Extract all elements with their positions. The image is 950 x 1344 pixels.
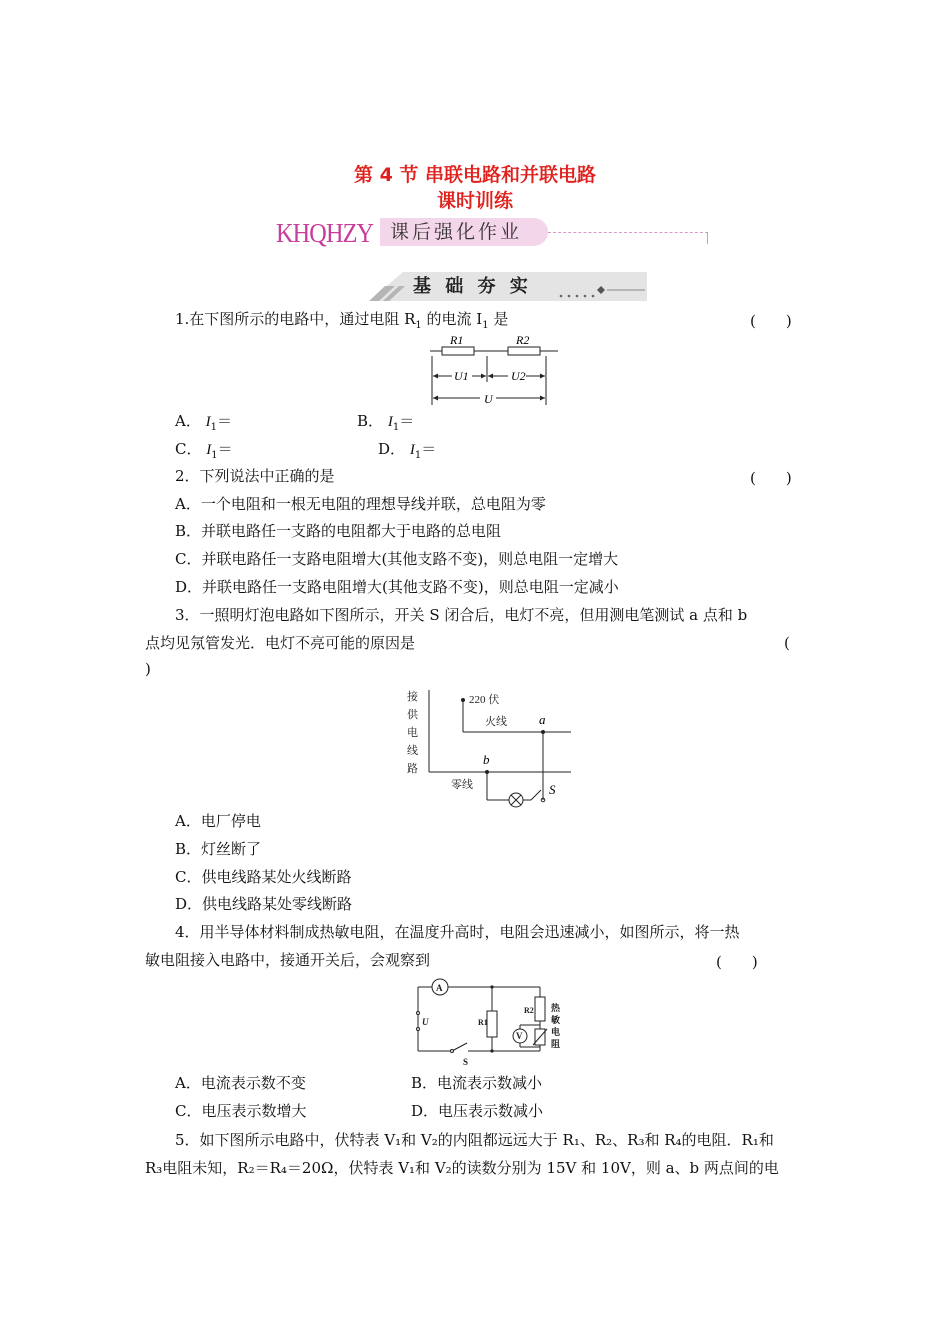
q4-option-c: C．电压表示数增大	[175, 1102, 307, 1120]
q1-option-b: B． $I_1=$	[357, 412, 415, 433]
q4-option-d: D．电压表示数减小	[411, 1102, 544, 1120]
q3-option-a: A．电厂停电	[175, 812, 261, 830]
banner-label: 课后强化作业	[390, 221, 523, 243]
q3-fig-side-2: 供	[407, 709, 418, 721]
q1-fig-u1: U1	[454, 369, 469, 383]
q3-stem-line2: 点均见氖管发光．电灯不亮可能的原因是	[145, 634, 416, 652]
q3-fig-neutral-wire: 零线	[451, 779, 473, 791]
q3-bracket-close: )	[145, 660, 151, 678]
q4-circuit-figure	[412, 975, 577, 1070]
q3-fig-point-a: a	[539, 712, 546, 727]
q4-fig-switch: S	[463, 1057, 469, 1067]
section-title: 基 础 夯 实	[413, 276, 532, 297]
q4-fig-voltmeter: V	[516, 1031, 523, 1041]
q1-option-d: D． $I_1=$	[378, 440, 437, 461]
banner-logo: KHQHZY	[276, 218, 374, 248]
q3-fig-side-1: 接	[407, 691, 418, 703]
q3-stem-line1: 3．一照明灯泡电路如下图所示，开关 S 闭合后，电灯不亮，但用测电笔测试 a 点和 b	[175, 606, 748, 624]
section-header	[365, 268, 647, 302]
q3-circuit-figure	[405, 686, 575, 814]
q1-option-a: A． $I_1=$	[175, 412, 233, 433]
q3-fig-point-b: b	[483, 752, 490, 767]
q3-option-c: C．供电线路某处火线断路	[175, 868, 352, 886]
q1-circuit-figure	[428, 330, 563, 410]
homework-banner	[276, 218, 716, 248]
q4-stem-line2: 敏电阻接入电路中，接通开关后，会观察到	[145, 951, 431, 969]
q3-fig-voltage: 220 伏	[469, 694, 500, 706]
q1-answer-bracket: ( )	[750, 312, 792, 330]
q4-fig-thermistor-2: 敏	[551, 1015, 561, 1025]
q2-option-c: C．并联电路任一支路电阻增大(其他支路不变)，则总电阻一定增大	[175, 550, 619, 568]
q5-stem-line1: 5．如下图所示电路中，伏特表 V₁和 V₂的内阻都远远大于 R₁、R₂、R₃和 R₄的电阻．R₁和	[175, 1131, 774, 1149]
q5-stem-line2: R₃电阻未知，R₂＝R₄＝20Ω，伏特表 V₁和 V₂的读数分别为 15V 和 10V，则 a、b 两点间的电	[145, 1159, 779, 1177]
q4-fig-thermistor-4: 阻	[551, 1039, 561, 1049]
page-subtitle: 课时训练	[436, 190, 513, 212]
q3-option-b: B．灯丝断了	[175, 840, 262, 858]
q1-fig-u: U	[484, 392, 493, 406]
q4-option-a: A．电流表示数不变	[175, 1074, 306, 1092]
q2-answer-bracket: ( )	[750, 469, 792, 487]
q4-fig-r2: R2	[524, 1006, 534, 1015]
q1-fig-r2: R2	[516, 333, 530, 347]
q4-answer-bracket: ( )	[716, 953, 758, 971]
banner-dashed-line	[548, 232, 708, 233]
q4-fig-r1: R1	[478, 1018, 488, 1027]
q4-fig-thermistor-3: 电	[551, 1027, 561, 1037]
q2-option-b: B．并联电路任一支路的电阻都大于电路的总电阻	[175, 522, 502, 540]
q2-stem: 2．下列说法中正确的是	[175, 467, 335, 485]
q2-option-a: A．一个电阻和一根无电阻的理想导线并联，总电阻为零	[175, 495, 546, 513]
q1-option-c: C． $I_1=$	[175, 440, 233, 461]
q4-fig-thermistor-1: 热	[551, 1003, 561, 1013]
q1-stem: 1.在下图所示的电路中，通过电阻 $R_1$ 的电流 $I_1$ 是	[175, 310, 509, 331]
q4-fig-ammeter: A	[436, 983, 443, 993]
banner-tick	[707, 232, 708, 244]
q3-fig-switch-s: S	[549, 782, 556, 797]
q3-fig-live-wire: 火线	[485, 716, 507, 728]
q1-fig-r1: R1	[450, 333, 464, 347]
page-title: 第 4 节 串联电路和并联电路	[353, 164, 597, 186]
q3-fig-side-4: 线	[407, 745, 418, 757]
q1-fig-u2: U2	[511, 369, 526, 383]
q4-fig-u: U	[422, 1017, 429, 1027]
q4-stem-line1: 4．用半导体材料制成热敏电阻，在温度升高时，电阻会迅速减小，如图所示，将一热	[175, 923, 740, 941]
q3-fig-side-5: 路	[407, 763, 418, 775]
q3-bracket-open: (	[784, 634, 790, 652]
q2-option-d: D．并联电路任一支路电阻增大(其他支路不变)，则总电阻一定减小	[175, 578, 619, 596]
q4-option-b: B．电流表示数减小	[411, 1074, 543, 1092]
q3-fig-side-3: 电	[407, 727, 418, 739]
q3-option-d: D．供电线路某处零线断路	[175, 895, 353, 913]
